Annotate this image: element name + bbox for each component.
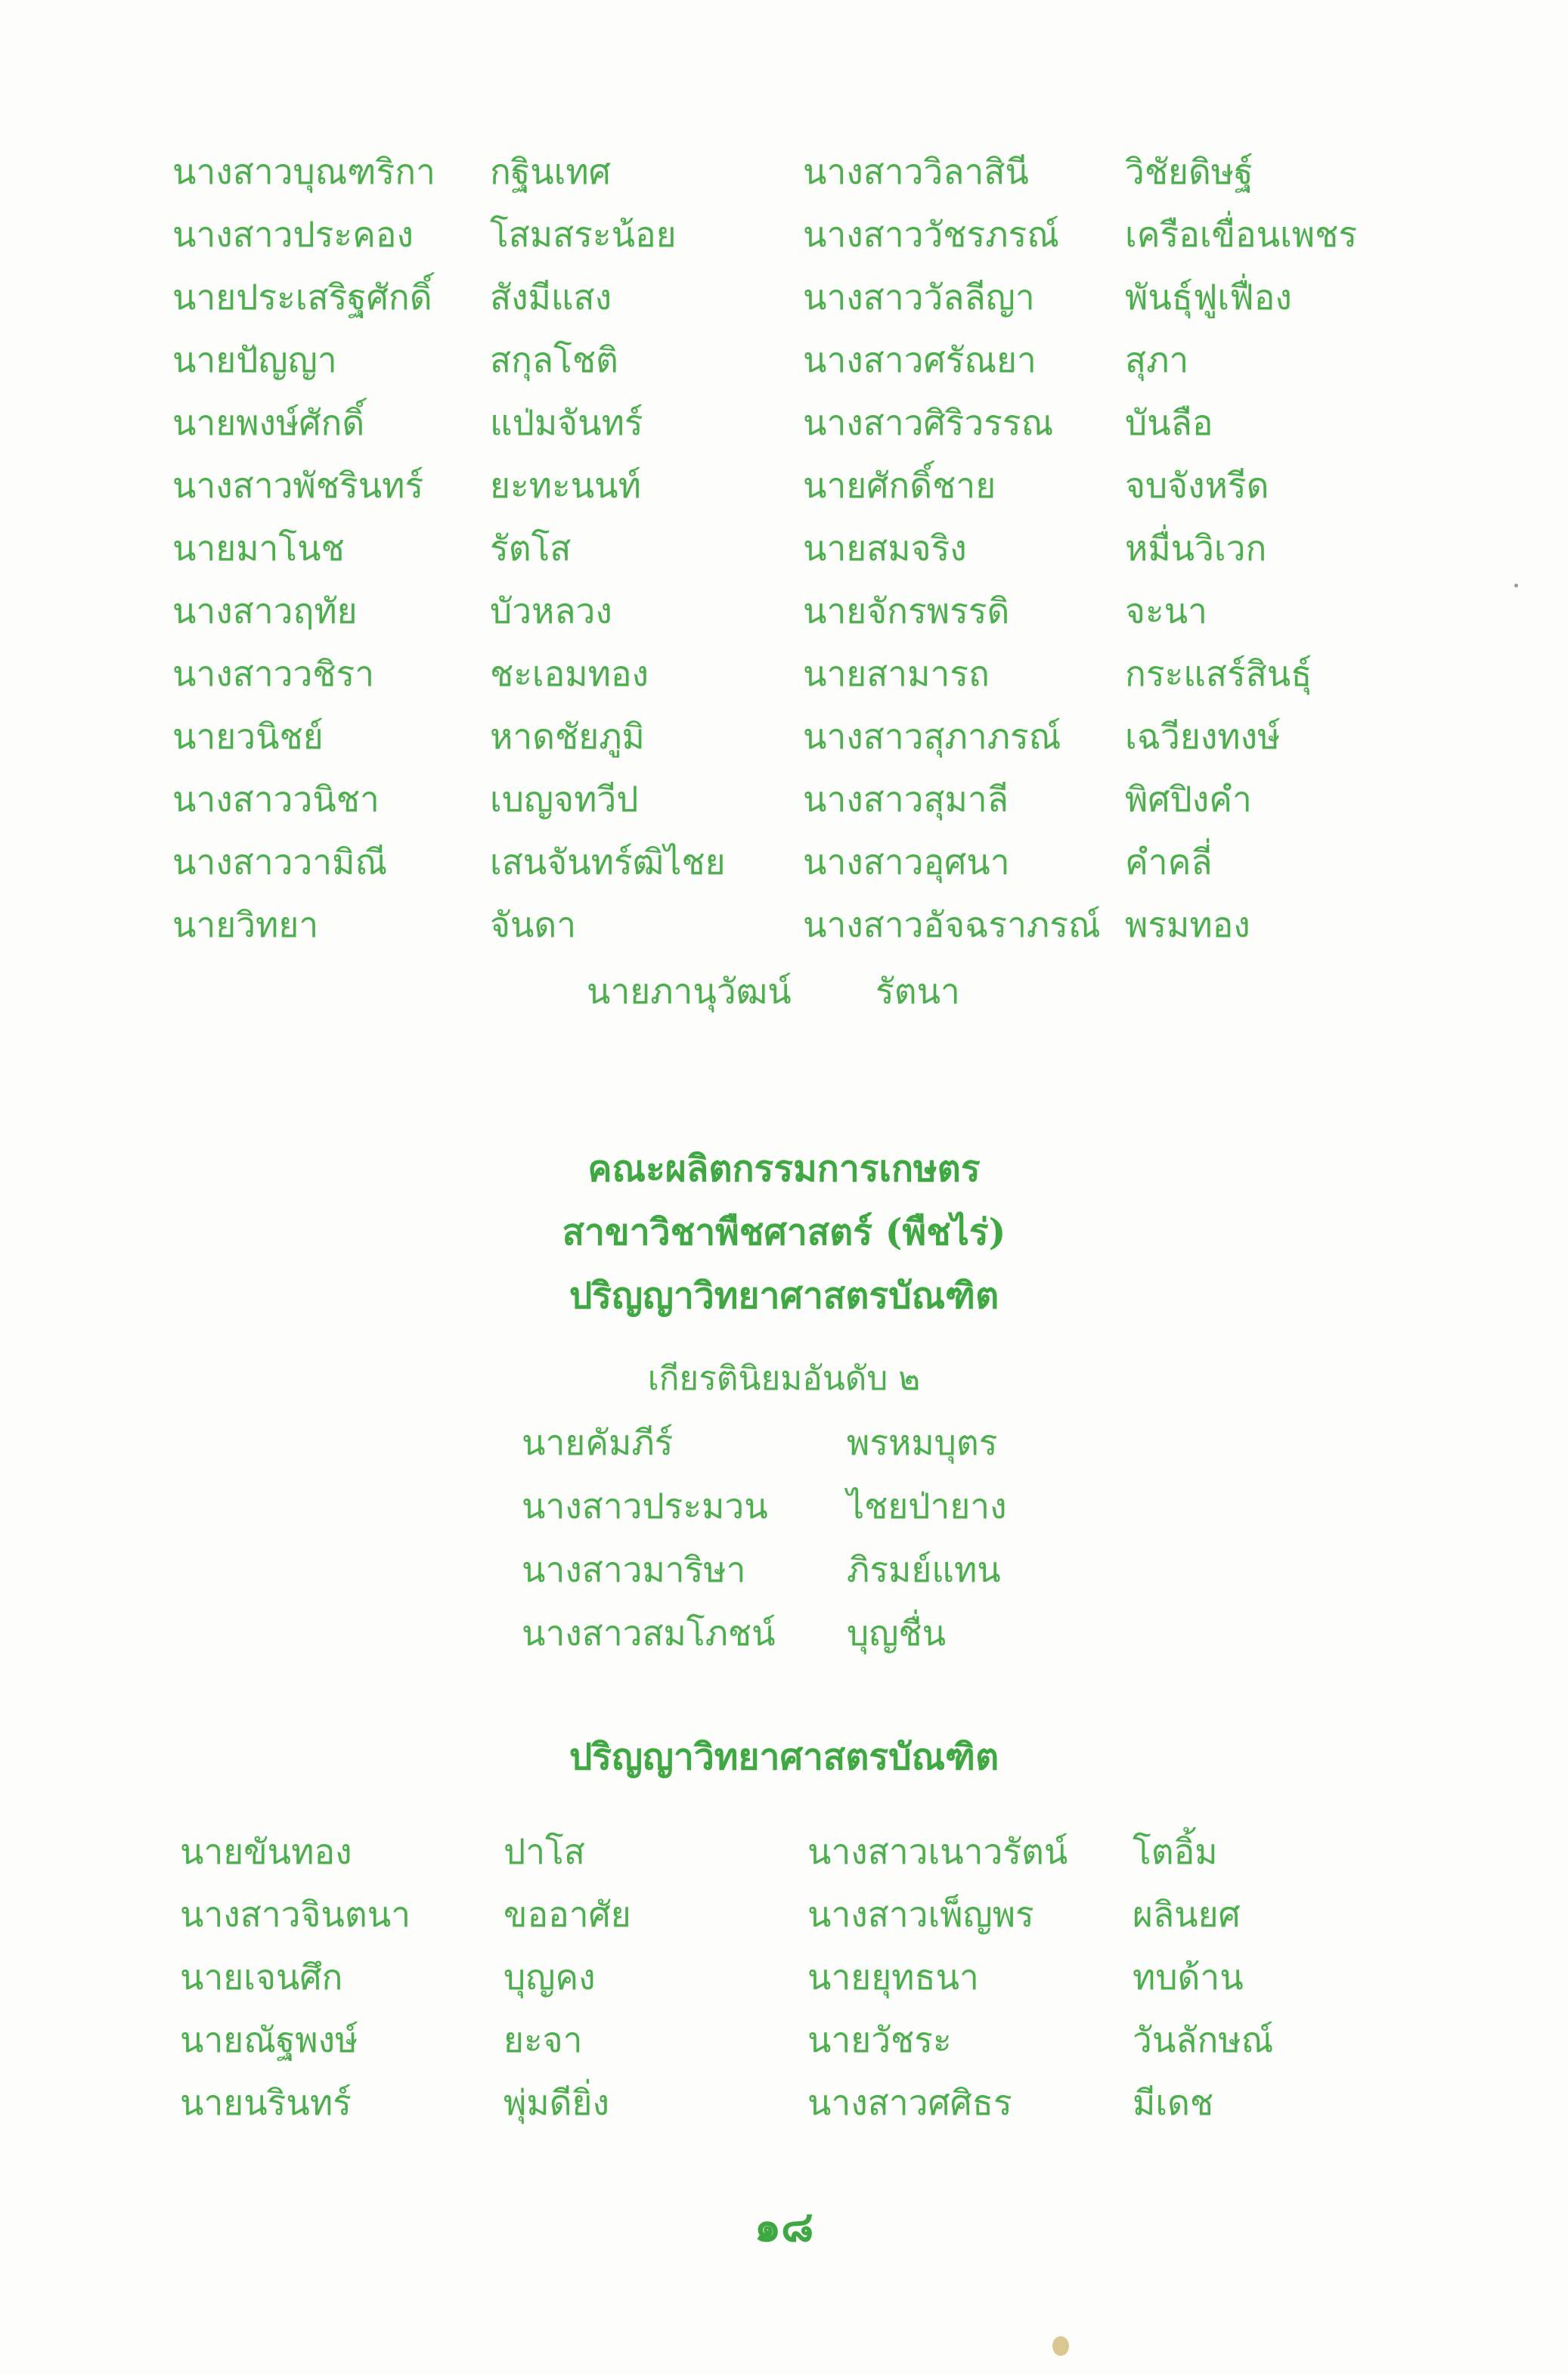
graduate-last-name: บันลือ	[1125, 402, 1213, 443]
graduate-first-name: นายปัญญา	[172, 339, 337, 380]
graduate-first-name: นายประเสริฐศักดิ์	[172, 277, 432, 318]
graduate-last-name: เฉวียงทงษ์	[1125, 716, 1281, 757]
graduate-first-name: นายณัฐพงษ์	[180, 2019, 358, 2060]
graduate-first-name: นายเจนศึก	[180, 1957, 343, 1997]
graduate-last-name: จันดา	[490, 904, 577, 945]
graduate-first-name: นางสาววชิรา	[172, 653, 375, 694]
graduate-first-name: นางสาวสุภาภรณ์	[803, 716, 1061, 757]
graduate-first-name: นางสาวศศิธร	[807, 2082, 1012, 2123]
graduate-last-name: รัตนา	[875, 971, 960, 1012]
paper-speck	[1514, 584, 1518, 587]
graduate-last-name: คำคลี่	[1125, 841, 1213, 882]
graduate-last-name: จบจังหรีด	[1125, 465, 1269, 506]
faculty-heading: คณะผลิตกรรมการเกษตร	[587, 1148, 981, 1190]
degree-heading: ปริญญาวิทยาศาสตรบัณฑิต	[569, 1736, 999, 1778]
graduate-last-name: กระแสร์สินธุ์	[1125, 653, 1312, 694]
graduate-first-name: นายสมจริง	[803, 528, 967, 569]
graduate-last-name: ยะทะนนท์	[490, 465, 641, 506]
graduate-last-name: บัวหลวง	[490, 590, 612, 631]
graduate-last-name: รัตโส	[490, 528, 572, 569]
honors-graduate-first-name: นายคัมภีร์	[522, 1422, 674, 1463]
graduate-last-name: ทบด้าน	[1133, 1957, 1244, 1997]
graduate-last-name: สังมีแสง	[490, 277, 612, 318]
graduate-last-name: สกุลโชติ	[490, 339, 618, 380]
graduate-last-name: ผลินยศ	[1133, 1894, 1241, 1935]
graduate-first-name: นางสาววัชรภรณ์	[803, 214, 1059, 255]
graduate-first-name: นางสาวอุศนา	[803, 841, 1010, 882]
graduate-first-name: นายวนิชย์	[172, 716, 324, 757]
major-heading: สาขาวิชาพืชศาสตร์ (พืชไร่)	[562, 1211, 1006, 1254]
graduate-last-name: เบญจทวีป	[490, 779, 639, 820]
graduate-first-name: นายวิทยา	[172, 904, 319, 945]
paper-speck	[1052, 2336, 1069, 2356]
honors-graduate-last-name: พรหมบุตร	[847, 1422, 998, 1463]
graduate-first-name: นายยุทธนา	[807, 1957, 979, 1997]
honors-graduate-last-name: ไชยป่ายาง	[847, 1486, 1007, 1526]
graduate-last-name: โตอิ้ม	[1133, 1831, 1218, 1872]
graduate-last-name: โสมสระน้อย	[490, 214, 677, 255]
graduate-first-name: นายนรินทร์	[180, 2082, 352, 2123]
graduate-last-name: เครือเขื่อนเพชร	[1125, 214, 1358, 255]
graduate-first-name: นางสาวเพ็ญพร	[807, 1894, 1034, 1935]
graduate-last-name: หมื่นวิเวก	[1125, 528, 1267, 569]
honors-graduate-first-name: นางสาวประมวน	[522, 1486, 768, 1526]
graduate-first-name: นายวัชระ	[807, 2019, 952, 2060]
graduate-last-name: สุภา	[1125, 339, 1189, 380]
graduate-first-name: นางสาววามิณี	[172, 841, 388, 882]
graduate-last-name: พันธุ์ฟูเฟื่อง	[1125, 277, 1292, 318]
graduate-last-name: จะนา	[1125, 590, 1207, 631]
graduate-first-name: นางสาววิลาสินี	[803, 151, 1029, 192]
degree-heading: ปริญญาวิทยาศาสตรบัณฑิต	[569, 1275, 999, 1317]
graduate-last-name: ปาโส	[504, 1831, 585, 1872]
honors-graduate-last-name: ภิรมย์แทน	[847, 1549, 1001, 1590]
honors-graduate-first-name: นางสาวมาริษา	[522, 1549, 746, 1590]
graduate-first-name: นางสาวพัชรินทร์	[172, 465, 424, 506]
graduate-last-name: เสนจันทร์ฒิไชย	[490, 841, 726, 882]
page-number: ๑๘	[754, 2202, 814, 2252]
graduate-first-name: นางสาวอัจฉราภรณ์	[803, 904, 1101, 945]
graduate-last-name: ยะจา	[504, 2019, 583, 2060]
graduate-last-name: พรมทอง	[1125, 904, 1250, 945]
honors-graduate-first-name: นางสาวสมโภชน์	[522, 1613, 776, 1653]
graduate-first-name: นายสามารถ	[803, 653, 990, 694]
graduate-last-name: บุญคง	[504, 1957, 596, 1997]
graduate-last-name: ชะเอมทอง	[490, 653, 649, 694]
graduate-first-name: นายภานุวัฒน์	[587, 971, 792, 1012]
graduate-first-name: นางสาวศิริวรรณ	[803, 402, 1054, 443]
graduate-first-name: นายศักดิ์ชาย	[803, 465, 996, 506]
graduate-first-name: นางสาววัลลีญา	[803, 277, 1035, 318]
graduate-first-name: นายจักรพรรดิ	[803, 590, 1010, 631]
graduate-last-name: มีเดช	[1133, 2082, 1214, 2123]
graduate-first-name: นายมาโนช	[172, 528, 345, 569]
honors-heading: เกียรตินิยมอันดับ ๒	[647, 1359, 921, 1398]
graduate-last-name: ขออาศัย	[504, 1894, 631, 1935]
honors-graduate-last-name: บุญชื่น	[847, 1613, 947, 1653]
graduate-first-name: นางสาวจินตนา	[180, 1894, 411, 1935]
graduate-first-name: นางสาววนิชา	[172, 779, 380, 820]
graduate-first-name: นางสาวสุมาลี	[803, 779, 1009, 820]
graduate-last-name: แป่มจันทร์	[490, 402, 643, 443]
graduate-last-name: หาดชัยภูมิ	[490, 716, 645, 757]
graduate-first-name: นายขันทอง	[180, 1831, 352, 1872]
honors-name-list	[522, 1411, 1074, 1665]
graduate-last-name: พิศปิงคำ	[1125, 779, 1252, 820]
graduate-last-name: กฐินเทศ	[490, 151, 611, 192]
graduate-name-list-2	[180, 1821, 1359, 2134]
graduate-last-name: วันลักษณ์	[1133, 2019, 1274, 2060]
graduate-first-name: นายพงษ์ศักดิ์	[172, 402, 365, 443]
graduate-first-name: นางสาวฤทัย	[172, 590, 358, 631]
graduate-first-name: นางสาวประคอง	[172, 214, 414, 255]
graduate-last-name: วิชัยดิษฐ์	[1125, 151, 1253, 192]
graduate-first-name: นางสาวเนาวรัตน์	[807, 1831, 1068, 1872]
graduate-name-list-1	[172, 141, 1374, 956]
graduate-first-name: นางสาวศรัณยา	[803, 339, 1037, 380]
graduate-last-name: พุ่มดียิ่ง	[504, 2082, 609, 2123]
graduate-first-name: นางสาวบุณฑริกา	[172, 151, 435, 192]
